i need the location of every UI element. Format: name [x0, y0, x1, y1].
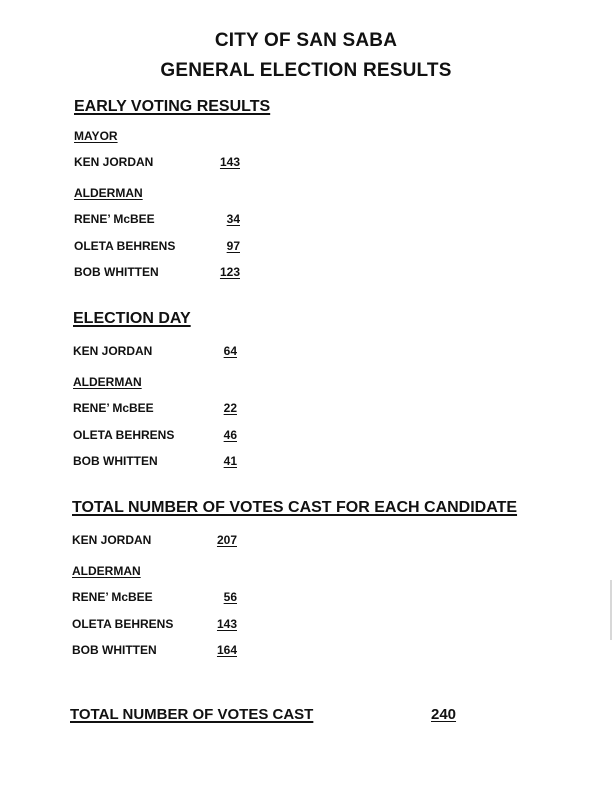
- candidate-name: KEN JORDAN: [74, 155, 154, 169]
- vote-count: 143: [219, 155, 240, 169]
- totals-alderman-label: ALDERMAN: [72, 564, 141, 578]
- grand-total-label: TOTAL NUMBER OF VOTES CAST: [70, 706, 314, 723]
- candidate-name: RENE’ McBEE: [73, 401, 154, 415]
- vote-count: 41: [223, 454, 237, 468]
- candidate-name: OLETA BEHRENS: [72, 617, 174, 631]
- early-voting-mayor-label: MAYOR: [74, 129, 118, 143]
- vote-count: 64: [223, 344, 237, 358]
- vote-count: 143: [216, 617, 237, 631]
- candidate-name: KEN JORDAN: [73, 344, 153, 358]
- vote-count: 34: [226, 212, 240, 226]
- grand-total-row: [70, 706, 457, 723]
- candidate-name: KEN JORDAN: [72, 533, 152, 547]
- early-voting-alderman-label: ALDERMAN: [74, 186, 143, 200]
- candidate-name: BOB WHITTEN: [73, 454, 158, 468]
- election-day-heading: ELECTION DAY: [73, 310, 191, 327]
- document-title-line1: CITY OF SAN SABA: [214, 30, 398, 51]
- candidate-name: BOB WHITTEN: [74, 265, 159, 279]
- early-voting-heading: EARLY VOTING RESULTS: [74, 98, 271, 115]
- election-day-alderman-label: ALDERMAN: [73, 375, 142, 389]
- candidate-name: RENE’ McBEE: [74, 212, 155, 226]
- grand-total-value: 240: [431, 706, 457, 723]
- vote-count: 97: [226, 239, 240, 253]
- candidate-name: OLETA BEHRENS: [73, 428, 175, 442]
- vote-count: 164: [216, 643, 237, 657]
- totals-heading: TOTAL NUMBER OF VOTES CAST FOR EACH CANDIDATE: [72, 499, 518, 516]
- candidate-name: OLETA BEHRENS: [74, 239, 176, 253]
- vote-count: 46: [223, 428, 237, 442]
- vote-count: 123: [219, 265, 240, 279]
- candidate-name: BOB WHITTEN: [72, 643, 157, 657]
- vote-count: 56: [223, 590, 237, 604]
- document-title-line2: GENERAL ELECTION RESULTS: [160, 60, 452, 81]
- vote-count: 207: [216, 533, 237, 547]
- candidate-name: RENE’ McBEE: [72, 590, 153, 604]
- vote-count: 22: [223, 401, 237, 415]
